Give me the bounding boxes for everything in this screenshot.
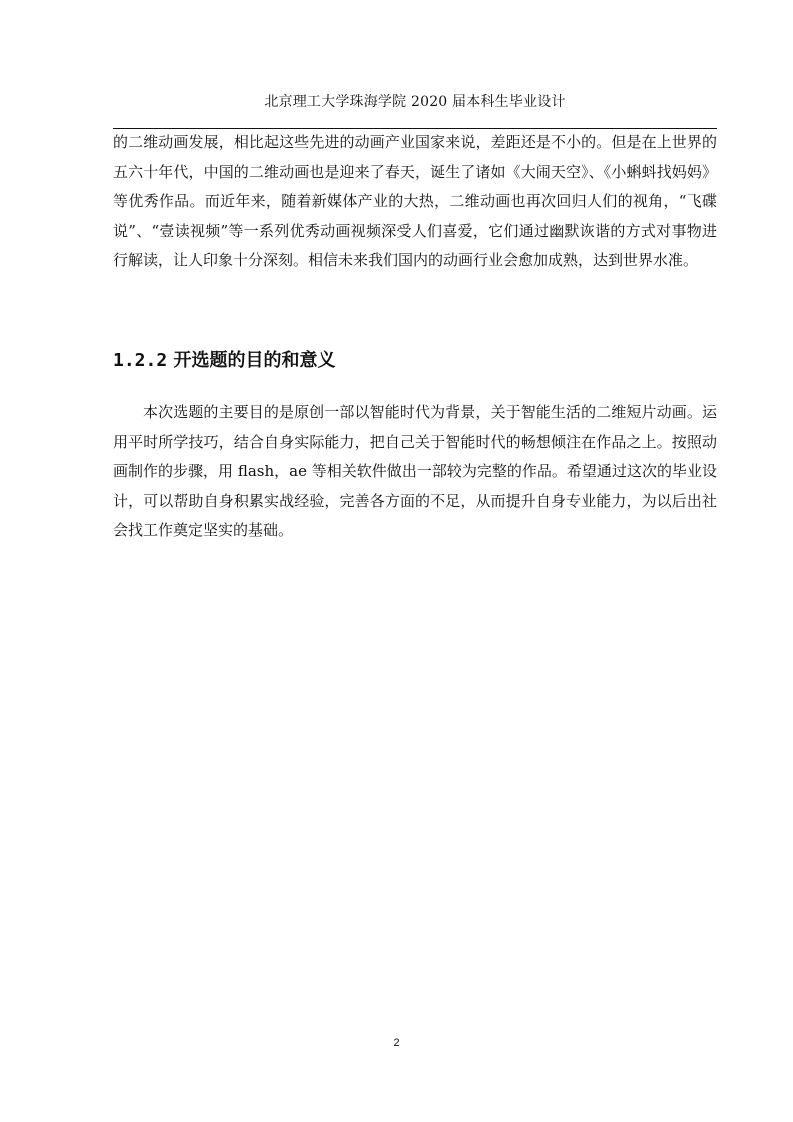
running-header: 北京理工大学珠海学院 2020 届本科生毕业设计: [264, 94, 566, 110]
body-paragraph-1: 的二维动画发展，相比起这些先进的动画产业国家来说，差距还是不小的。但是在上世界的五六十年代，中国的二维动画也是迎来了春天，诞生了诸如《大闹天空》、《小蝌蚪找妈妈》等优秀作品。而近年来，随着新媒体产业的大热，二维动画也再次回归人们的视角，“飞碟说”、“壹读视频”等一系列优秀动画视频深受人们喜爱，它们通过幽默诙谐的方式对事物进行解读，让人印象十分深刻。相信未来我们国内的动画行业会愈加成熟，达到世界水准。: [113, 133, 717, 269]
section-title: 开选题的目的和意义: [173, 350, 336, 371]
body-paragraph-2: 本次选题的主要目的是原创一部以智能时代为背景，关于智能生活的二维短片动画。运用平时所学技巧，结合自身实际能力，把自己关于智能时代的畅想倾注在作品之上。按照动画制作的步骤，用 flash，ae 等相关软件做出一部较为完整的作品。希望通过这次的毕业设计，可以帮助自身积累实战经验，完善各方面的不足，从而提升自身专业能力，为以后出社会找工作奠定坚实的基础。: [113, 403, 717, 539]
page-number: 2: [393, 1037, 400, 1049]
section-heading: [113, 348, 717, 374]
section-number: 1.2.2: [113, 350, 168, 371]
